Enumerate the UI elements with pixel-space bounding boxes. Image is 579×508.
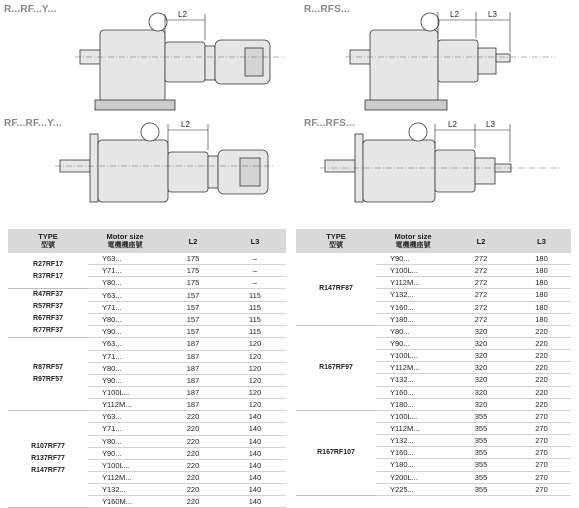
l3-cell: 140 xyxy=(224,423,286,435)
l3-cell: 180 xyxy=(512,265,571,277)
motor-cell: Y160... xyxy=(376,386,450,398)
l2-cell: 320 xyxy=(450,374,512,386)
l2-cell: 175 xyxy=(162,277,224,289)
motor-cell: Y160... xyxy=(376,301,450,313)
motor-cell: Y80... xyxy=(88,362,162,374)
motor-cell: Y80... xyxy=(376,325,450,337)
drawing-label-rf-rf-y: RF...RF...Y... xyxy=(4,118,62,129)
l3-cell: 115 xyxy=(224,301,286,313)
table-row xyxy=(296,253,571,265)
type-label: R137RF77 xyxy=(31,455,65,463)
table-header-row xyxy=(8,229,286,253)
l3-cell: 180 xyxy=(512,289,571,301)
l2-cell: 355 xyxy=(450,410,512,422)
l3-cell: 220 xyxy=(512,398,571,410)
l2-cell: 187 xyxy=(162,399,224,411)
l2-cell: 272 xyxy=(450,253,512,265)
l3-cell: 140 xyxy=(224,496,286,508)
motor-cell: Y90... xyxy=(88,326,162,338)
l3-cell: 220 xyxy=(512,350,571,362)
motor-cell: Y180... xyxy=(376,398,450,410)
l2-cell: 157 xyxy=(162,326,224,338)
motor-cell: Y63... xyxy=(88,338,162,350)
l2-cell: 272 xyxy=(450,289,512,301)
l3-cell: 120 xyxy=(224,399,286,411)
motor-cell: Y132... xyxy=(376,374,450,386)
type-cell xyxy=(8,411,88,508)
l3-cell: 120 xyxy=(224,374,286,386)
l2-cell: 187 xyxy=(162,386,224,398)
type-label: R57RF37 xyxy=(33,303,63,311)
dim-l2-label: L2 xyxy=(178,10,187,19)
motor-cell: Y80... xyxy=(88,277,162,289)
l2-cell: 355 xyxy=(450,459,512,471)
type-label: R107RF77 xyxy=(31,443,65,451)
l2-cell: 157 xyxy=(162,289,224,301)
dim-l3-label: L3 xyxy=(486,120,495,129)
l3-cell: 270 xyxy=(512,471,571,483)
l2-cell: 320 xyxy=(450,362,512,374)
l3-cell: 180 xyxy=(512,301,571,313)
l3-cell: – xyxy=(224,253,286,265)
l2-cell: 187 xyxy=(162,338,224,350)
type-cell xyxy=(8,338,88,411)
table-row xyxy=(296,325,571,337)
l2-cell: 157 xyxy=(162,313,224,325)
l2-cell: 220 xyxy=(162,496,224,508)
l2-cell: 355 xyxy=(450,447,512,459)
l3-cell: 120 xyxy=(224,386,286,398)
l3-cell: 180 xyxy=(512,313,571,325)
motor-cell: Y63... xyxy=(88,253,162,265)
l3-cell: 270 xyxy=(512,447,571,459)
gearmotor-drawing-r-rf-y xyxy=(70,0,290,118)
motor-cell: Y180... xyxy=(376,313,450,325)
l2-cell: 175 xyxy=(162,253,224,265)
dim-l3-label: L3 xyxy=(488,10,497,19)
l2-cell: 355 xyxy=(450,422,512,434)
gearmotor-drawing-r-rfs xyxy=(340,0,560,118)
motor-cell: Y180... xyxy=(376,459,450,471)
motor-cell: Y112M... xyxy=(88,399,162,411)
type-label: R167RF107 xyxy=(317,448,355,456)
col-header-type: TYPE 型號 xyxy=(8,229,88,253)
motor-cell: Y100L... xyxy=(376,350,450,362)
l3-cell: 115 xyxy=(224,289,286,301)
dim-l2-label: L2 xyxy=(181,120,190,129)
table-row xyxy=(8,289,286,301)
motor-cell: Y112M... xyxy=(376,362,450,374)
type-label: R47RF37 xyxy=(33,291,63,299)
l3-cell: 220 xyxy=(512,337,571,349)
col-header-motor: Motor size 電機機座號 xyxy=(376,229,450,253)
motor-cell: Y112M... xyxy=(376,277,450,289)
motor-cell: Y80... xyxy=(88,435,162,447)
l3-cell: 220 xyxy=(512,325,571,337)
motor-cell: Y200L... xyxy=(376,471,450,483)
l3-cell: 115 xyxy=(224,326,286,338)
motor-cell: Y100L... xyxy=(88,459,162,471)
l2-cell: 220 xyxy=(162,423,224,435)
motor-cell: Y132... xyxy=(88,484,162,496)
l2-cell: 220 xyxy=(162,447,224,459)
type-cell xyxy=(8,253,88,289)
l3-cell: 140 xyxy=(224,447,286,459)
l3-cell: 180 xyxy=(512,253,571,265)
motor-cell: Y63... xyxy=(88,411,162,423)
spec-table-left xyxy=(8,229,286,508)
l3-cell: 180 xyxy=(512,277,571,289)
l3-cell: 220 xyxy=(512,374,571,386)
motor-cell: Y225... xyxy=(376,483,450,495)
l2-cell: 272 xyxy=(450,301,512,313)
gearmotor-drawing-rf-rfs xyxy=(320,112,560,222)
motor-cell: Y100L... xyxy=(376,410,450,422)
type-label: R147RF87 xyxy=(319,284,353,292)
drawing-label-r-rfs: R...RFS... xyxy=(304,4,350,15)
table-row xyxy=(296,410,571,422)
l2-cell: 355 xyxy=(450,471,512,483)
l3-cell: 140 xyxy=(224,411,286,423)
motor-cell: Y160... xyxy=(376,447,450,459)
l2-cell: 320 xyxy=(450,350,512,362)
motor-cell: Y71... xyxy=(88,301,162,313)
l3-cell: 140 xyxy=(224,471,286,483)
l3-cell: 220 xyxy=(512,386,571,398)
l3-cell: 120 xyxy=(224,362,286,374)
dim-l2-label: L2 xyxy=(450,10,459,19)
motor-cell: Y100L... xyxy=(376,265,450,277)
l3-cell: 140 xyxy=(224,484,286,496)
l3-cell: 220 xyxy=(512,362,571,374)
l2-cell: 187 xyxy=(162,374,224,386)
col-header-motor: Motor size 電機機座號 xyxy=(88,229,162,253)
type-label: R147RF77 xyxy=(31,467,65,475)
l3-cell: – xyxy=(224,277,286,289)
l3-cell: 270 xyxy=(512,459,571,471)
type-label: R167RF97 xyxy=(319,363,353,371)
l2-cell: 220 xyxy=(162,435,224,447)
l3-cell: 270 xyxy=(512,483,571,495)
table-row xyxy=(8,411,286,423)
table-row xyxy=(8,253,286,265)
gearmotor-drawing-rf-rf-y xyxy=(55,112,275,222)
l2-cell: 220 xyxy=(162,459,224,471)
col-header-l2: L2 xyxy=(450,229,512,253)
motor-cell: Y71... xyxy=(88,265,162,277)
l3-cell: 270 xyxy=(512,435,571,447)
l2-cell: 272 xyxy=(450,277,512,289)
col-header-l2: L2 xyxy=(162,229,224,253)
type-label: R67RF37 xyxy=(33,315,63,323)
type-label: R77RF37 xyxy=(33,327,63,335)
l2-cell: 220 xyxy=(162,484,224,496)
motor-cell: Y80... xyxy=(88,313,162,325)
type-label: R37RF17 xyxy=(33,272,63,280)
l2-cell: 355 xyxy=(450,483,512,495)
l2-cell: 157 xyxy=(162,301,224,313)
col-header-l3: L3 xyxy=(512,229,571,253)
l2-cell: 220 xyxy=(162,411,224,423)
motor-cell: Y112M... xyxy=(376,422,450,434)
l2-cell: 220 xyxy=(162,471,224,483)
type-cell xyxy=(8,289,88,338)
motor-cell: Y132... xyxy=(376,435,450,447)
l2-cell: 187 xyxy=(162,362,224,374)
type-label: R87RF57 xyxy=(33,364,63,372)
motor-cell: Y71... xyxy=(88,423,162,435)
motor-cell: Y132... xyxy=(376,289,450,301)
l2-cell: 272 xyxy=(450,313,512,325)
type-label: R27RF17 xyxy=(33,260,63,268)
l2-cell: 320 xyxy=(450,337,512,349)
l2-cell: 320 xyxy=(450,386,512,398)
col-header-l3: L3 xyxy=(224,229,286,253)
l3-cell: 140 xyxy=(224,435,286,447)
l2-cell: 320 xyxy=(450,398,512,410)
drawing-label-r-rf-y: R...RF...Y... xyxy=(4,4,57,15)
motor-cell: Y90... xyxy=(376,253,450,265)
l3-cell: 270 xyxy=(512,410,571,422)
motor-cell: Y63... xyxy=(88,289,162,301)
dim-l2-label: L2 xyxy=(448,120,457,129)
l3-cell: 120 xyxy=(224,350,286,362)
motor-cell: Y90... xyxy=(88,374,162,386)
type-label: R97RF57 xyxy=(33,376,63,384)
l2-cell: 355 xyxy=(450,435,512,447)
l3-cell: 140 xyxy=(224,459,286,471)
motor-cell: Y71... xyxy=(88,350,162,362)
l3-cell: – xyxy=(224,265,286,277)
l3-cell: 115 xyxy=(224,313,286,325)
type-cell xyxy=(296,410,376,495)
type-cell xyxy=(296,253,376,325)
motor-cell: Y90... xyxy=(376,337,450,349)
motor-cell: Y160M... xyxy=(88,496,162,508)
motor-cell: Y90... xyxy=(88,447,162,459)
l3-cell: 120 xyxy=(224,338,286,350)
motor-cell: Y112M... xyxy=(88,471,162,483)
table-header-row xyxy=(296,229,571,253)
type-cell xyxy=(296,325,376,410)
l3-cell: 270 xyxy=(512,422,571,434)
drawing-label-rf-rfs: RF...RFS... xyxy=(304,118,356,129)
l2-cell: 320 xyxy=(450,325,512,337)
spec-table-right xyxy=(296,229,571,496)
l2-cell: 187 xyxy=(162,350,224,362)
motor-cell: Y100L... xyxy=(88,386,162,398)
l2-cell: 272 xyxy=(450,265,512,277)
col-header-type: TYPE 型號 xyxy=(296,229,376,253)
l2-cell: 175 xyxy=(162,265,224,277)
table-row xyxy=(8,338,286,350)
